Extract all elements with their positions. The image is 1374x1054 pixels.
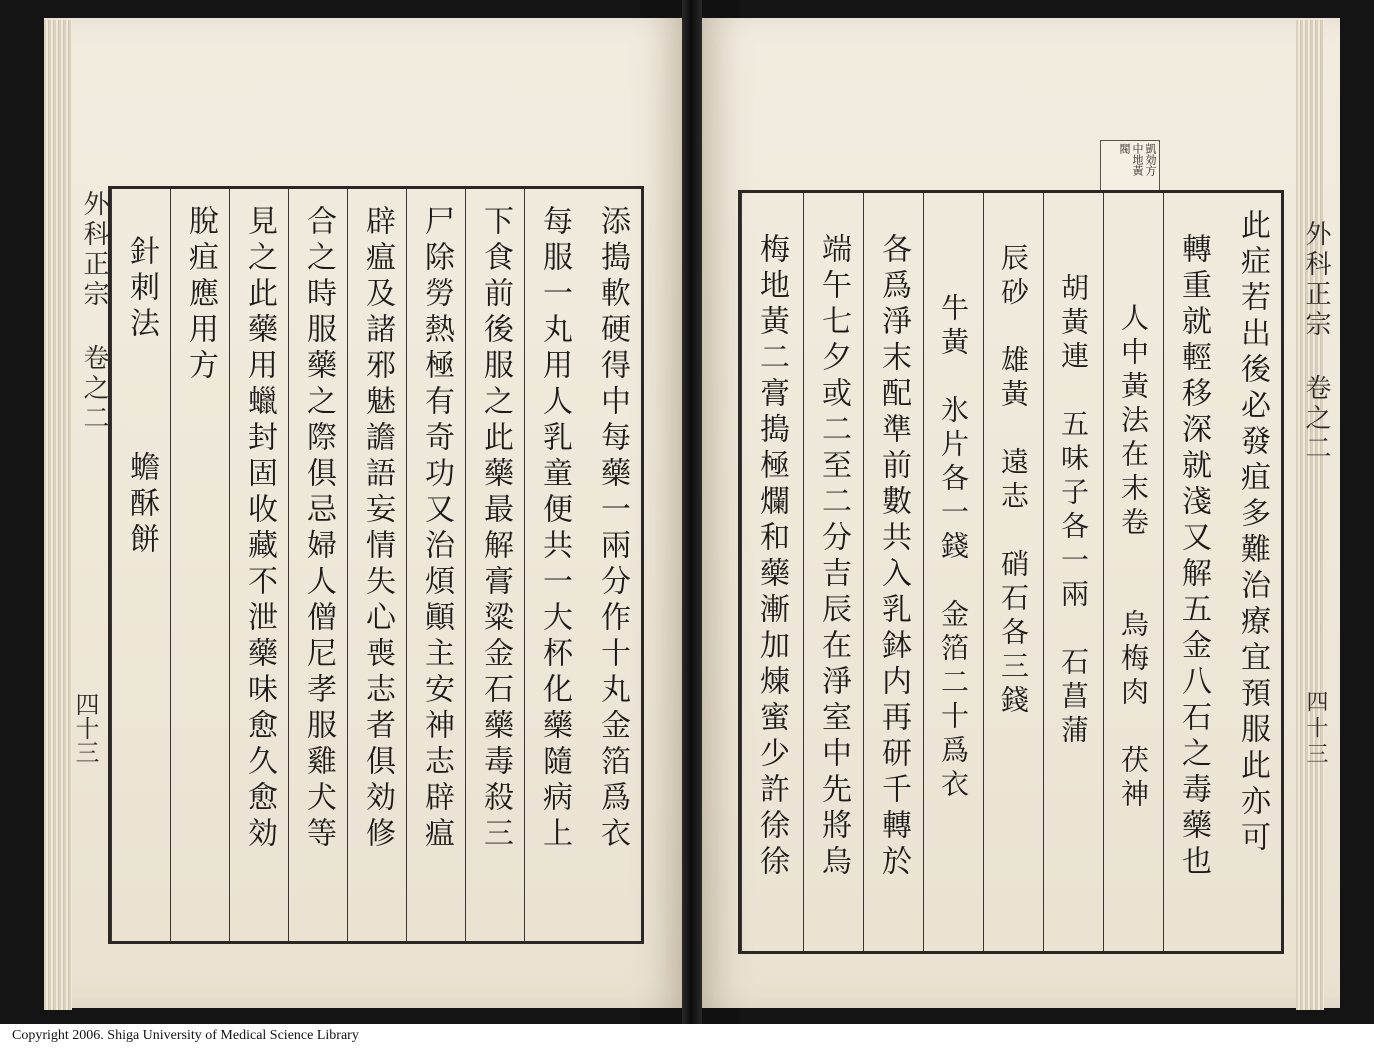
right-page-number: 四十三 xyxy=(1303,690,1328,768)
column-text: 見之此藥用蠟封固收藏不泄藥味愈久愈効 xyxy=(242,205,277,853)
text-column xyxy=(524,189,583,941)
column-text: 各爲淨末配準前數共入乳鉢内再研千轉於 xyxy=(876,233,911,881)
column-text: 每服一丸用人乳童便共一大杯化藥隨病上 xyxy=(537,205,572,853)
column-text: 辰砂 雄黃 遠志 硝石各三錢 xyxy=(997,243,1030,719)
text-column xyxy=(229,189,288,941)
left-text-frame xyxy=(108,186,644,944)
text-column xyxy=(741,193,800,951)
annotation-note: 凱効方 中地黃 閥 xyxy=(1100,140,1160,192)
text-column xyxy=(170,189,229,941)
text-column xyxy=(583,189,641,941)
right-text-frame xyxy=(738,190,1284,954)
text-column xyxy=(465,189,524,941)
text-column xyxy=(803,193,862,951)
text-column xyxy=(347,189,406,941)
text-column xyxy=(1043,193,1102,951)
column-text: 合之時服藥之際俱忌婦人僧尼孝服雞犬等 xyxy=(301,205,336,853)
copyright-notice: Copyright 2006. Shiga University of Medical Science Library xyxy=(12,1028,359,1043)
text-column xyxy=(1103,193,1162,951)
text-column xyxy=(111,189,170,941)
column-text: 辟瘟及諸邪魅譫語妄情失心喪志者俱効修 xyxy=(360,205,395,853)
column-text: 梅地黃二膏搗極爛和藥漸加煉蜜少許徐徐 xyxy=(754,233,789,881)
column-text: 此症若出後必發疽多難治療宜預服此亦可 xyxy=(1235,209,1270,857)
column-text: 胡黃連 五味子各一兩 石菖蒲 xyxy=(1057,273,1090,749)
column-text: 人中黃法在末卷 烏梅肉 茯神 xyxy=(1117,303,1150,813)
right-page-edge xyxy=(1296,20,1324,1010)
column-text: 牛黃 氷片各一錢 金箔二十爲衣 xyxy=(937,293,970,803)
column-text: 端午七夕或二至二分吉辰在淨室中先將烏 xyxy=(816,233,851,881)
left-margin-header: 外科正宗 卷之二 xyxy=(79,190,109,434)
right-margin-header: 外科正宗 卷之二 xyxy=(1301,220,1331,464)
text-column xyxy=(288,189,347,941)
column-text: 脫疽應用方 xyxy=(183,205,218,385)
column-text: 下食前後服之此藥最解膏粱金石藥毒殺三 xyxy=(478,205,513,853)
book-spine xyxy=(682,0,702,1024)
text-column xyxy=(923,193,982,951)
text-column xyxy=(1163,193,1222,951)
text-column xyxy=(863,193,922,951)
text-column xyxy=(406,189,465,941)
column-text: 針刺法 蟾酥餅 xyxy=(124,235,159,559)
column-text: 尸除勞熱極有奇功又治煩顚主安神志辟瘟 xyxy=(419,205,454,853)
text-column xyxy=(983,193,1042,951)
left-page-number: 四十三 xyxy=(71,692,99,764)
column-text: 添搗軟硬得中每藥一兩分作十丸金箔爲衣 xyxy=(595,205,630,853)
left-page-edge xyxy=(44,20,72,1010)
column-text: 轉重就輕移深就淺又解五金八石之毒藥也 xyxy=(1176,233,1211,881)
text-column xyxy=(1223,193,1281,951)
